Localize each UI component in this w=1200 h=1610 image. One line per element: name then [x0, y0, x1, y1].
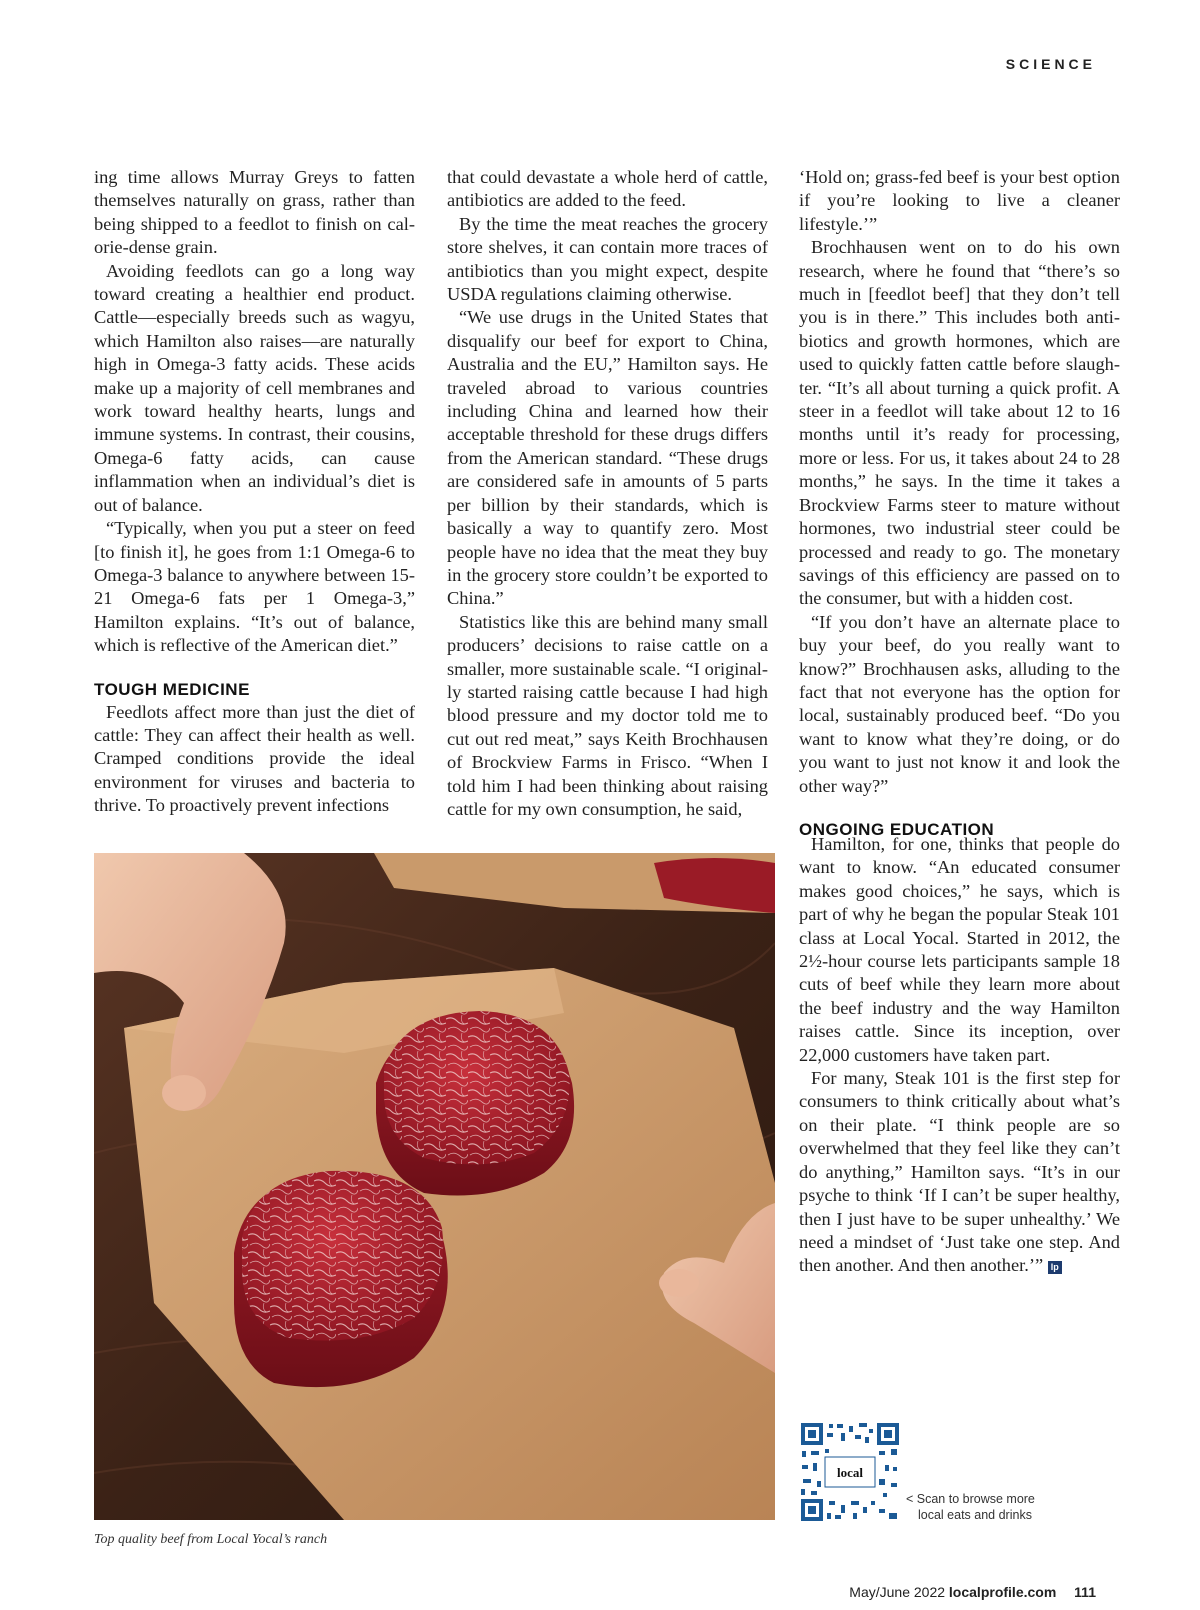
paragraph-text: For many, Steak 101 is the first step for consumers to think critically about what’s on their plate. “I think people are so overwhelmed that they feel like they can’t do anything,” Hamilton says. “It’s in our psyche to think ‘If I can’t be super healthy, then I just have to be super unhealthy.’ We need a mindset of ‘Just take one step. And then another. And then another.’” — [799, 1068, 1120, 1276]
paragraph: Avoiding feedlots can go a long way toward creating a healthier end product. Cattle—especially breeds such as wagyu, which Hamilton also raises—are naturally high in Omega-3 fatty acids. These acids make up a majority of cell membranes and work toward healthy hearts, lungs and immune systems. In contrast, their cousins, Omega-6 fatty acids, can cause inflammation when an individual’s diet is out of balance. — [94, 260, 415, 515]
paragraph: Brochhausen went on to do his own research, where he found that “there’s so much in [feedlot beef] that they don’t tell you is in there.” This includes both antibiotics and growth hormones, which are used to quickly fatten cattle before slaughter. “It’s all about turning a quick profit. A steer in a feedlot will take about 12 to 16 months until it’s ready for processing, more or less. For us, it takes about 24 to 28 months,” he says. In the time it takes a Brockview Farms steer to mature without hormones, two industrial steer could be processed and ready to go. The monetary savings of this efficiency are passed on to the consumer, but with a hidden cost. — [799, 237, 1120, 609]
article-column-3-continued — [799, 833, 1120, 1278]
qr-instructions — [906, 1492, 1035, 1523]
section-label: SCIENCE — [1005, 56, 1096, 72]
paragraph: By the time the meat reaches the grocery store shelves, it can contain more traces of antibiotics than you might expect, despite USDA regulations claiming otherwise. — [447, 213, 768, 305]
paragraph: that could devastate a whole herd of cattle, antibiotics are added to the feed. — [447, 167, 768, 211]
qr-line-2: local eats and drinks — [918, 1507, 1032, 1522]
paragraph: Hamilton, for one, thinks that people do want to know. “An educated consumer makes good choices,” he says, which is part of why he began the popular Steak 101 class at Local Yocal. Started in 2012, the 2½-hour course lets participants sample 18 cuts of beef while they learn more about the beef industry and the way Hamilton raises cattle. Since its inception, over 22,000 customers have taken part. — [799, 834, 1120, 1065]
page-number: 111 — [1074, 1584, 1096, 1600]
paragraph: “Typically, when you put a steer on feed [to finish it], he goes from 1:1 Omega-6 to Omega-3 balance to anywhere between 15-21 Omega-6 fats per 1 Omega-3,” Hamilton explains. “It’s out of balance, which is reflective of the American diet.” — [94, 518, 415, 656]
article-column-3 — [799, 166, 1120, 841]
site-url[interactable]: localprofile.com — [948, 1584, 1057, 1600]
article-column-1 — [94, 166, 415, 818]
photo-caption: Top quality beef from Local Yocal’s ranch — [94, 1532, 328, 1547]
qr-code[interactable] — [799, 1421, 901, 1523]
paragraph: ing time allows Murray Greys to fatten themselves naturally on grass, rather than being shipped to a feedlot to finish on calorie-dense grain. — [94, 167, 415, 258]
article-column-2 — [447, 166, 768, 821]
beef-illustration — [94, 853, 775, 1520]
paragraph — [799, 1067, 1120, 1278]
qr-logo-text: local — [837, 1465, 863, 1480]
end-mark-icon: lp — [1048, 1261, 1062, 1274]
page-footer — [849, 1584, 1096, 1600]
beef-photo — [94, 853, 775, 1520]
qr-line-1: < Scan to browse more — [906, 1492, 1035, 1506]
paragraph: ‘Hold on; grass-fed beef is your best option if you’re looking to live a cleaner lifestyle.’” — [799, 167, 1120, 234]
issue-date: May/June 2022 — [849, 1584, 946, 1600]
subheading-ongoing-education: ONGOING EDUCATION — [799, 819, 995, 839]
paragraph: Statistics like this are behind many small producers’ decisions to raise cattle on a smaller, more sustainable scale. “I originally started raising cattle because I had high blood pressure and my doctor told me to cut out red meat,” says Keith Brochhausen of Brockview Farms in Frisco. “When I told him I had been thinking about raising cattle for my own consumption, he said, — [447, 611, 768, 819]
paragraph: Feedlots affect more than just the diet of cattle: They can affect their health as well. Cramped conditions provide the ideal environment for viruses and bacteria to thrive. To proactively prevent infections — [94, 701, 415, 816]
paragraph: “We use drugs in the United States that disqualify our beef for export to China, Australia and the EU,” Hamilton says. He traveled abroad to various countries including China and learned how their acceptable threshold for these drugs differs from the American standard. “These drugs are considered safe in amounts of 5 parts per billion by their standards, which is basically a way to quantify zero. Most people have no idea that the meat they buy in the grocery store couldn’t be exported to China.” — [447, 307, 768, 609]
qr-code-icon — [799, 1421, 901, 1523]
subheading-tough-medicine: TOUGH MEDICINE — [94, 679, 250, 699]
paragraph: “If you don’t have an alternate place to buy your beef, do you really want to know?” Brochhausen asks, alluding to the fact that not everyone has the option for local, sustainably produced beef. “Do you want to know what they’re doing, or do you want to just not know it and look the other way?” — [799, 611, 1120, 796]
